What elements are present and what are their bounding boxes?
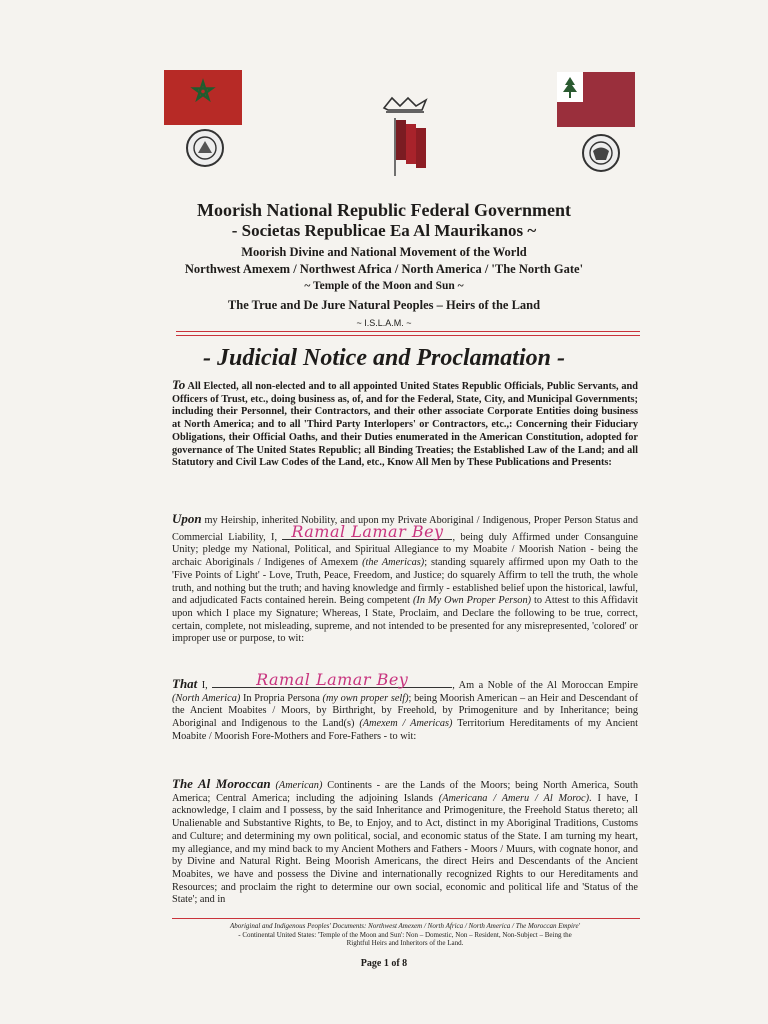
upon-text-2: , being duly Affirmed under Consanguine Unity; pledge my National, Political, and Spiritual Allegiance to my Moabite / Moorish Nation - being the archaic Aboriginals / Indigenes of Amexem [172, 531, 638, 569]
al-ital-1: (American) [270, 780, 323, 791]
pine-tree-flag-icon [557, 72, 635, 127]
that-text-1: I, [197, 680, 213, 691]
signature-upon: Ramal Lamar Bey [291, 522, 444, 541]
header-line-temple: ~ Temple of the Moon and Sun ~ [304, 280, 464, 292]
center-flags-icon [392, 116, 430, 178]
government-title: Moorish National Republic Federal Government [197, 200, 571, 220]
that-ital-1: (North America) [172, 692, 241, 704]
that-lead: That [172, 676, 198, 691]
footer-divider [172, 918, 640, 919]
that-ital-3: (Amexem / Americas) [359, 718, 453, 730]
footer-line-3: Rightful Heirs and Inheritors of the Land. [346, 939, 464, 948]
al-text-1: Continents - are the Lands of the Moors; being North America, South America; Central America; including the adjoining Islands [172, 780, 639, 804]
upon-text-3: ; standing squarely affirmed upon my Oath to the 'Five Points of Light' - Love, Truth, Peace, Freedom, and Justice; do squarely Affirm to tell the truth, the whole truth, and nothing but the truth; and having knowledge and firmly - established belief upon the historical, lawful, and adjudicated Facts contained herein. Being competent [172, 557, 638, 607]
upon-lead: Upon [172, 511, 202, 526]
intro-paragraph [172, 379, 638, 470]
signature-line [282, 522, 452, 541]
that-paragraph [172, 670, 638, 744]
that-text-5: Territorium Hereditaments of my Ancient Moabite / Moorish Fore-Mothers and Fore-Fathers - to wit: [172, 718, 638, 742]
header-line-islam: ~ I.S.L.A.M. ~ [356, 318, 412, 328]
crescent-icon [394, 50, 418, 82]
that-text-2: , Am a Noble of the Al Moroccan Empire [452, 680, 638, 691]
footer-notes [172, 922, 638, 948]
intro-lead: To [172, 377, 186, 392]
footer-line-1: Aboriginal and Indigenous Peoples' Documents: Northwest Amexem / North Africa / North America / The Moroccan Empire' [229, 922, 581, 930]
al-moroccan-paragraph [172, 778, 638, 907]
upon-ital-1: (the Americas) [362, 557, 425, 569]
government-subtitle: - Societas Republicae Ea Al Maurikanos ~ [231, 221, 537, 240]
header-line-regions: Northwest Amexem / Northwest Africa / North America / 'The North Gate' [184, 262, 584, 276]
moroccan-flag-icon [164, 70, 242, 125]
al-text-2: . I have, I acknowledge, I claim and I possess, by the said Inheritance and Primogeniture, the Freehold Status thereto; all Unalienable and Substantive Rights, to Be, to Enjoy, and to Act, distinct in my Aboriginal Traditions, Customs and Culture; and determining my own political, social, and economic status of the State. I am turning my heart, my allegiance, and my mind back to my Ancient Mothers and Fathers - Moors / Muurs, with cognate honor, and by Divine and Natural Right. Being Moorish Americans, the direct Heirs and Descendants of the Ancient Moabites, we have and possess the Divine and internationally recognized Rights to our Hereditaments and Resources; and proclaim the right to determine our own social, economic and political life and 'Status of the State'; and in [172, 792, 638, 906]
that-text-3: In Propria Persona [240, 692, 323, 704]
signature-line [212, 670, 452, 690]
signature-that: Ramal Lamar Bey [256, 670, 409, 690]
that-ital-2: (my own proper self) [322, 692, 409, 704]
al-ital-2: (Americana / Ameru / Al Moroc) [438, 792, 590, 804]
notice-title: - Judicial Notice and Proclamation - [203, 345, 565, 371]
page-number: Page 1 of 8 [360, 958, 408, 969]
header-line-movement: Moorish Divine and National Movement of the World [241, 245, 527, 259]
upon-text-4: to Attest to this Affidavit upon which I place my Signature; Whereas, I State, Proclaim, and Declare the following to be true, correct, certain, complete, not misleading, supreme, and not intended to be presented for any misrepresented, 'colored' or improper use or purpose, to wit: [172, 595, 638, 645]
header-divider-top [176, 331, 640, 332]
intro-text: All Elected, all non-elected and to all appointed United States Republic Officials, Public Servants, and Officers of Trust, etc., doing business as, of, and for the Federal, State, City, and Municipal Governments; including their Personnel, their Contractors, and their other associate Corporate Entities doing business at North America; and to all 'Third Party Interlopers' or Contractors, etc.,: Concerning their Fiduciary Obligations, their Official Oaths, and their Duties enumerated in the American Constitution, adopted for governance of The United States Republic; all Binding Treaties; the Established Law of the Land; and all Statutory and Civil Law Codes of the Land, etc., Know All Men by These Publications and Presents: [172, 381, 638, 469]
upon-ital-2: (In My Own Proper Person) [412, 595, 532, 607]
header-divider-bottom [176, 335, 640, 336]
header-line-heirs: The True and De Jure Natural Peoples – Heirs of the Land [227, 298, 541, 312]
upon-paragraph [172, 513, 638, 646]
upon-text-1: my Heirship, inherited Nobility, and upon my Private Aboriginal / Indigenous, Proper Person Status and Commercial Liability, I, [172, 515, 638, 543]
great-seal-icon [582, 134, 620, 172]
left-seal-icon [186, 129, 224, 167]
center-emblem-icon [382, 94, 428, 114]
that-text-4: ; being Moorish American – an Heir and Descendant of the Ancient Moabites / Moors, by Birthright, by Freehold, by Primogeniture and by Inheritance; being Aboriginal and Indigenous to the Land(s) [172, 692, 638, 730]
footer-line-2: - Continental United States: 'Temple of the Moon and Sun': Non – Domestic, Non – Resident, Non-Subject – Being the [238, 930, 572, 939]
al-lead: The Al Moroccan [172, 776, 271, 791]
